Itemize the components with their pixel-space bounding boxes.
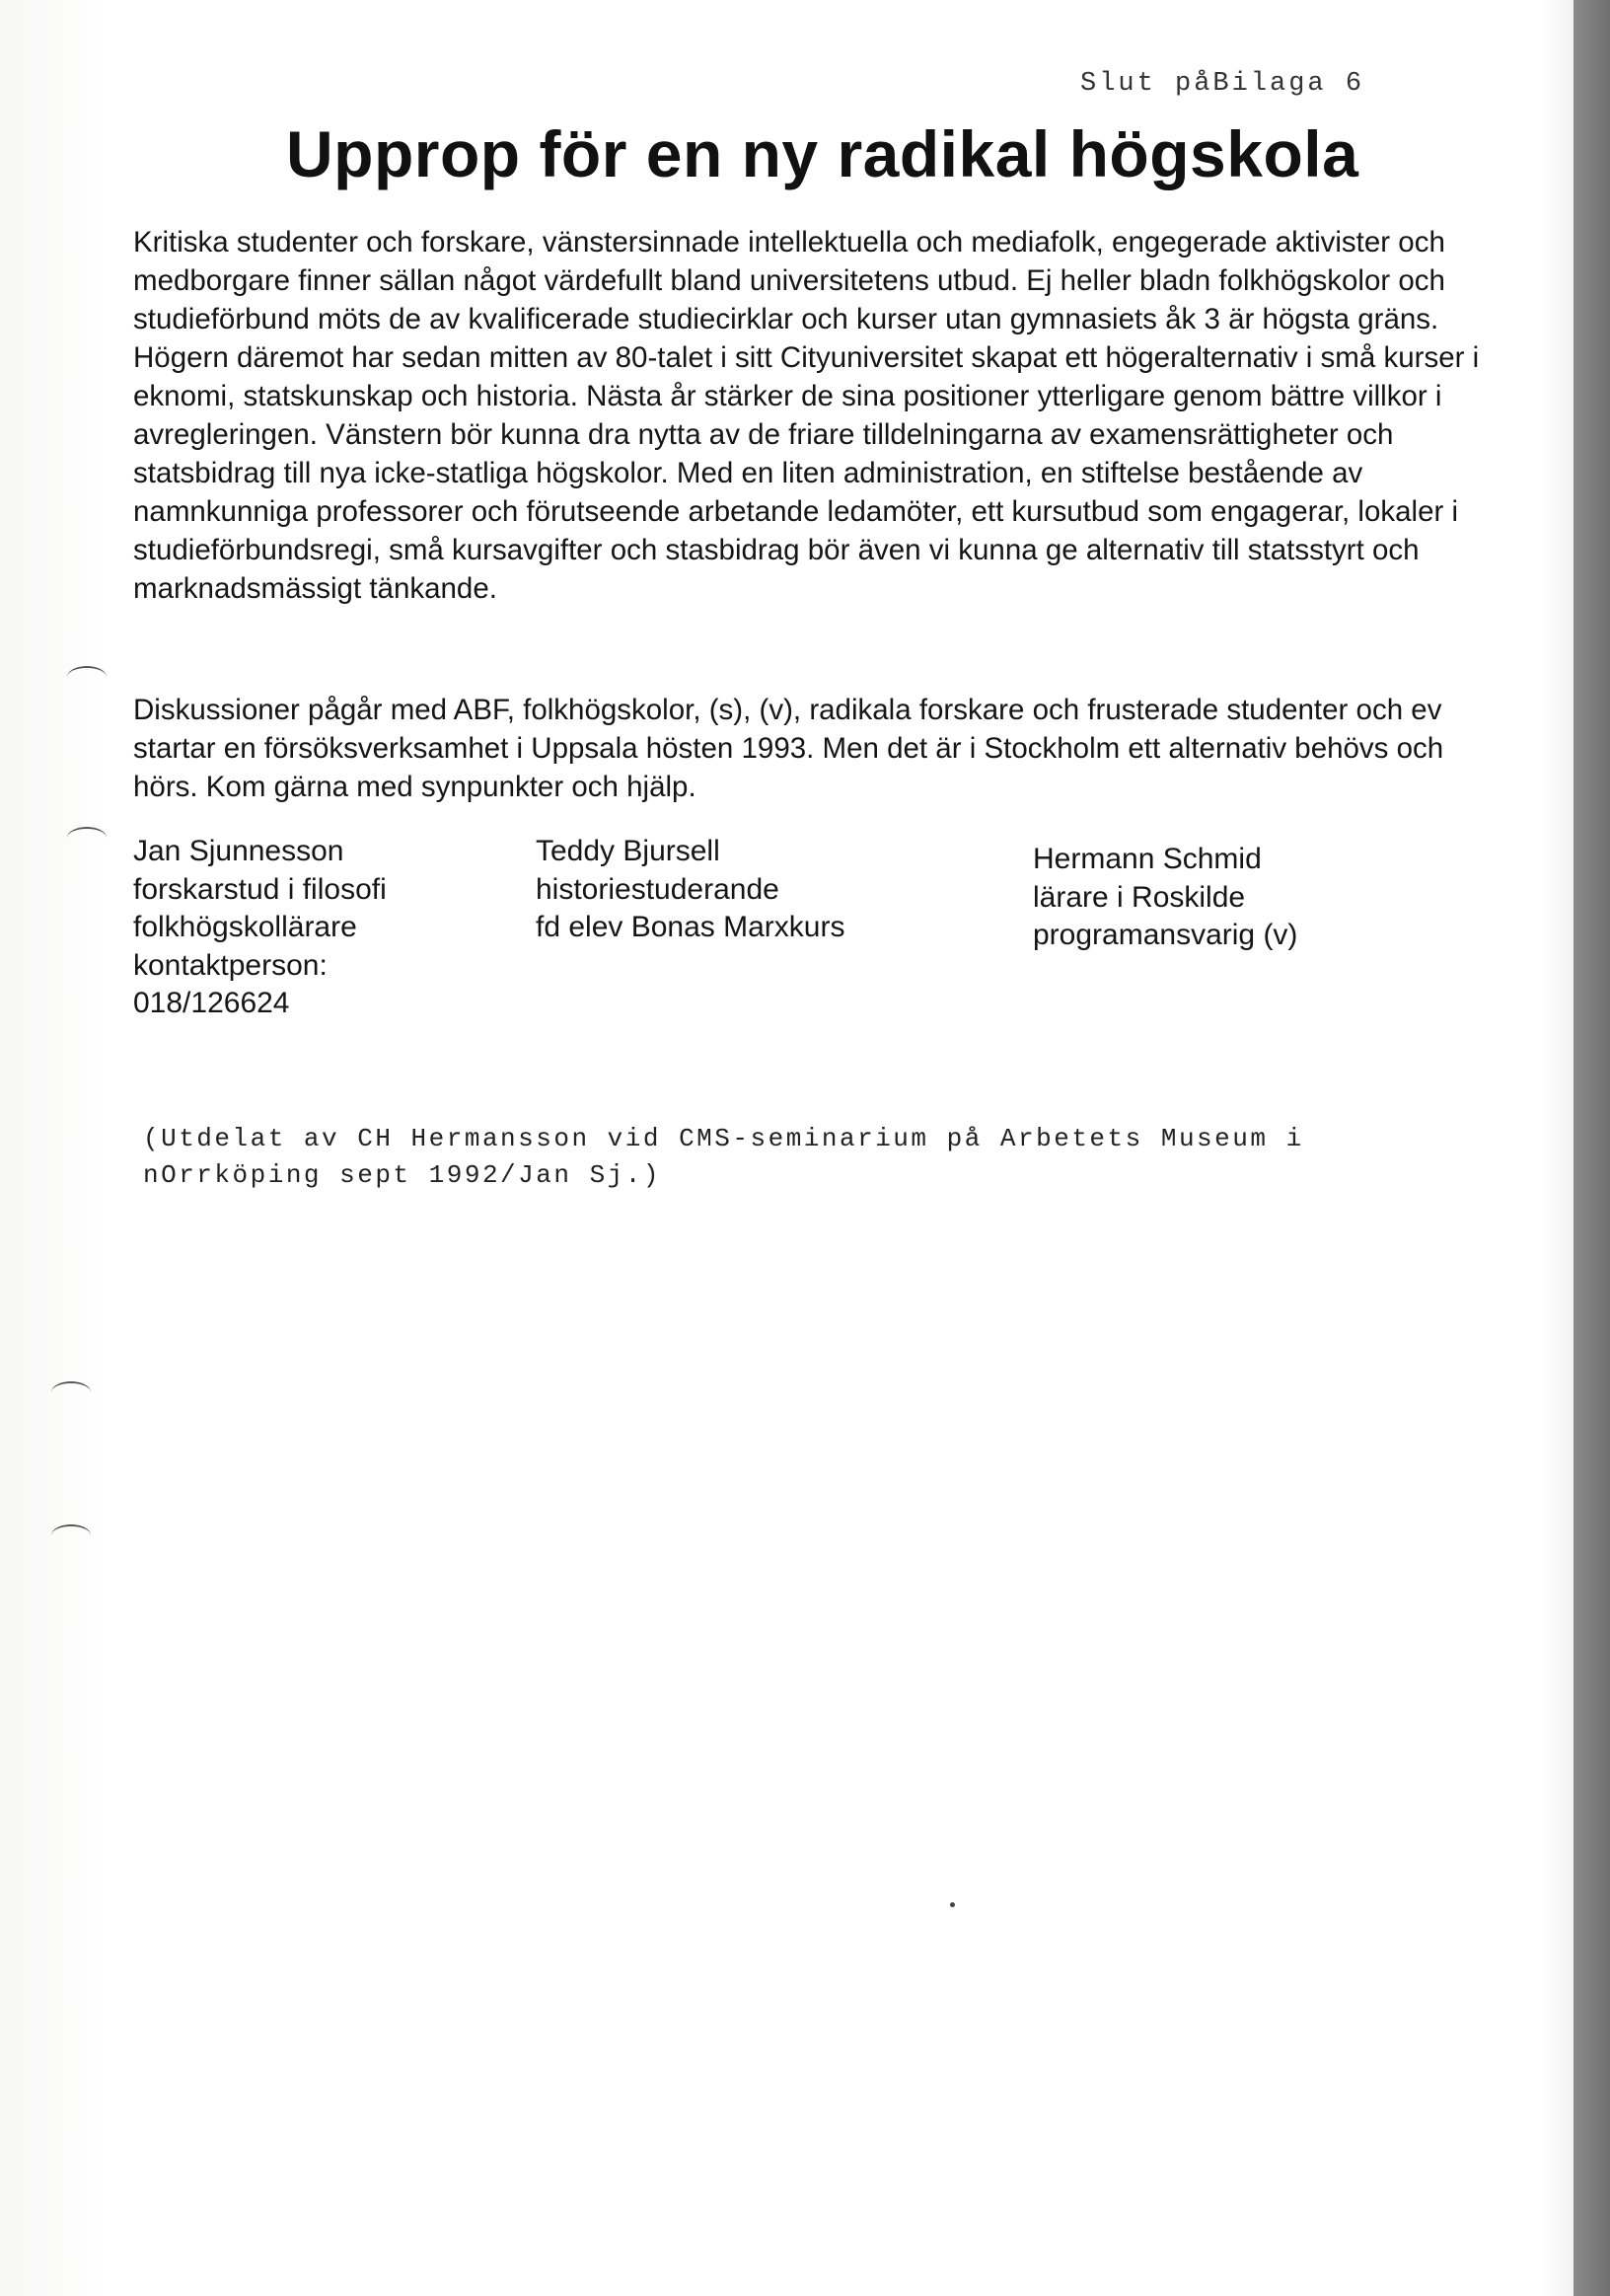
signer-line: lärare i Roskilde	[1033, 880, 1246, 914]
scan-edge-shadow	[1573, 0, 1610, 2296]
signer-phone: 018/126624	[133, 987, 290, 1019]
signer-teddy-bjursell	[536, 833, 844, 947]
signer-name: Teddy Bjursell	[536, 835, 720, 867]
signer-line: historiestuderande	[536, 872, 779, 906]
distribution-note: (Utdelat av CH Hermansson vid CMS-seminarium på Arbetets Museum i nOrrköping sept 1992/Jan Sj.)	[143, 1124, 1304, 1190]
punch-hole-mark	[51, 1524, 91, 1546]
body-paragraph-1: Kritiska studenter och forskare, vänstersinnade intellektuella och mediafolk, engegerade aktivister och medborgare finner sällan något värdefullt bland universitetens utbud. Ej heller bladn folkhögskolor och studieförbund möts de av kvalificerade studiecirklar och kurser utan gymnasiets åk 3 är högsta gräns. Högern däremot har sedan mitten av 80-talet i sitt Cityuniversitet skapat ett högeralternativ i små kurser i eknomi, statskunskap och historia. Nästa år stärker de sina positioner ytterligare genom bättre villkor i avregleringen. Vänstern bör kunna dra nytta av de friare tilldelningarna av examensrättigheter och statsbidrag till nya icke-statliga högskolor. Med en liten administration, en stiftelse bestående av namnkunniga professorer och förutseende arbetande ledamöter, ett kursutbud som engagerar, lokaler i studieförbundsregi, små kursavgifter och stasbidrag bör även vi kunna ge alternativ till statsstyrt och marknadsmässigt tänkande.	[133, 226, 1480, 605]
body-paragraph-2: Diskussioner pågår med ABF, folkhögskolor, (s), (v), radikala forskare och frusterade studenter och ev startar en försöksverksamhet i Uppsala hösten 1993. Men det är i Stockholm ett alternativ behövs och hörs. Kom gärna med synpunkter och hjälp.	[133, 694, 1444, 803]
punch-hole-mark	[67, 827, 107, 849]
page-title: Upprop för en ny radikal högskola	[286, 117, 1359, 190]
signer-line: kontaktperson:	[133, 948, 328, 982]
attachment-reference: Slut påBilaga 6	[1080, 69, 1365, 99]
punch-hole-mark	[67, 666, 107, 688]
signer-name: Hermann Schmid	[1033, 843, 1262, 875]
scan-speck	[950, 1902, 955, 1907]
signer-name: Jan Sjunnesson	[133, 835, 344, 867]
signer-hermann-schmid	[1033, 841, 1297, 955]
signer-line: fd elev Bonas Marxkurs	[536, 911, 845, 943]
signer-jan-sjunnesson	[133, 833, 387, 1023]
signer-line: folkhögskollärare	[133, 911, 357, 943]
signers-block	[133, 833, 1495, 1030]
signer-line: forskarstud i filosofi	[133, 872, 387, 906]
punch-hole-mark	[51, 1381, 91, 1403]
signer-line: programansvarig (v)	[1033, 919, 1298, 951]
